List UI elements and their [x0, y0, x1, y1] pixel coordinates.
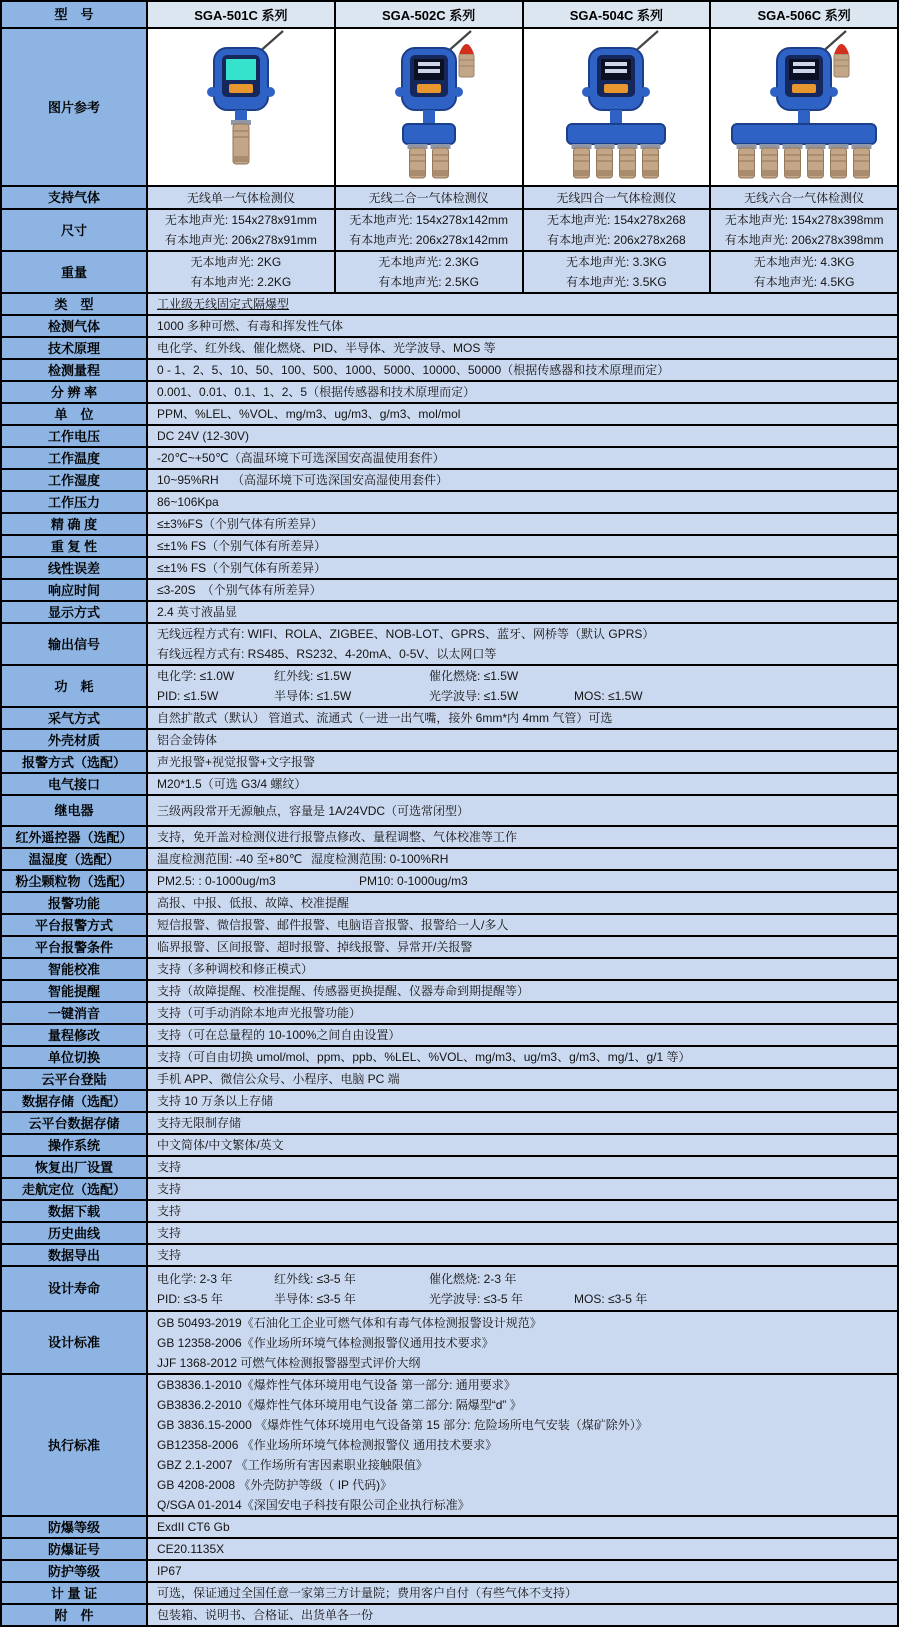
product-photo-cell-3 [709, 29, 897, 185]
model-header-text: SGA-502C 系列 [382, 8, 476, 23]
row-value-explosion-proof-grade [148, 1517, 897, 1537]
row-temp-humidity-option [2, 847, 897, 869]
row-label-display: 显示方式 [2, 602, 148, 622]
row-value-text: 三级两段常开无源触点，容量是 1A/24VDC（可选常闭型） [157, 803, 470, 818]
row-cloud-storage [2, 1111, 897, 1133]
row-label-pressure: 工作压力 [2, 492, 148, 512]
row-smart-calibration [2, 957, 897, 979]
row-label-relay: 继电器 [2, 796, 148, 825]
row-value-text: 0.001、0.01、0.1、1、2、5（根据传感器和技术原理而定） [157, 385, 476, 399]
gas-detector-6in1-with-beacon-icon [712, 30, 896, 185]
row-label-power-consumption: 功 耗 [2, 666, 148, 706]
product-photo-cell-2 [522, 29, 710, 185]
row-label-output-signal: 输出信号 [2, 624, 148, 664]
row-value-protection-grade [148, 1561, 897, 1581]
row-value-line: GB3836.2-2010《爆炸性气体环境用电气设备 第二部分: 隔爆型“d” 》 [157, 1398, 522, 1412]
row-value-text: ≤±1% FS（个别气体有所差异） [157, 539, 327, 553]
row-value-text: 短信报警、微信报警、邮件报警、电脑语音报警、报警给一人/多人 [157, 918, 509, 932]
product-cell-text: 无线单一气体检测仪 [186, 191, 295, 205]
row-value-text: 10~95%RH （高湿环境下可选深国安高湿使用套件） [157, 473, 449, 487]
row-label-platform-alarm-condition: 平台报警条件 [2, 937, 148, 957]
row-type [2, 292, 897, 314]
product-cell-text: 无线二合一气体检测仪 [368, 191, 489, 205]
row-value-cloud-storage [148, 1113, 897, 1133]
row-resolution [2, 380, 897, 402]
product-cell-lines [754, 252, 855, 292]
row-value-text: 工业级无线固定式隔爆型 [157, 297, 290, 311]
row-label-alarm-mode: 报警方式（选配） [2, 752, 148, 772]
product-cell-supported-gas-1 [334, 187, 522, 208]
row-value-text: 支持（可手动消除本地声光报警功能） [157, 1006, 362, 1020]
row-value-smart-calibration [148, 959, 897, 979]
row-value-detected-gas [148, 316, 897, 336]
product-cell-supported-gas-2 [522, 187, 710, 208]
product-cell-weight-0 [148, 252, 334, 292]
row-value-text: 中文简体/中文繁体/英文 [157, 1138, 284, 1152]
row-value-line: Q/SGA 01-2014《深国安电子科技有限公司企业执行标准》 [157, 1498, 470, 1512]
row-value-text: 支持 10 万条以上存储 [157, 1094, 274, 1108]
row-label-alarm-functions: 报警功能 [2, 893, 148, 913]
row-value-text: 0 - 1、2、5、10、50、100、500、1000、5000、10000、50000（根据传感器和技术原理而定） [157, 363, 670, 377]
product-cell-lines [378, 252, 479, 292]
row-label-factory-reset: 恢复出厂设置 [2, 1157, 148, 1177]
row-value-output-signal [148, 624, 897, 664]
row-power-consumption [2, 664, 897, 706]
row-label-range-modification: 量程修改 [2, 1025, 148, 1045]
row-value-text: 支持 [157, 1160, 182, 1174]
row-value-line: GB3836.1-2010《爆炸性气体环境用电气设备 第一部分: 通用要求》 [157, 1378, 516, 1392]
product-cell-line: 有本地声光: 206x278x142mm [349, 233, 508, 247]
row-value-range [148, 360, 897, 380]
row-value-line [157, 686, 897, 706]
row-value-linearity [148, 558, 897, 578]
row-value-relay [148, 796, 897, 825]
row-value-temperature [148, 448, 897, 468]
row-value-text: 包装箱、说明书、合格证、出货单各一份 [157, 1608, 374, 1622]
row-value-line: JJF 1368-2012 可燃气体检测报警器型式评价大纲 [157, 1355, 421, 1370]
row-label-accessories: 附 件 [2, 1605, 148, 1625]
row-value-display [148, 602, 897, 622]
row-label-photos: 图片参考 [2, 29, 148, 185]
row-value-platform-alarm-mode [148, 915, 897, 935]
row-label-explosion-proof-cert: 防爆证号 [2, 1539, 148, 1559]
row-linearity [2, 556, 897, 578]
row-label-unit-switch: 单位切换 [2, 1047, 148, 1067]
row-design-standard [2, 1310, 897, 1373]
model-header-text: SGA-506C 系列 [757, 8, 851, 23]
row-factory-reset [2, 1155, 897, 1177]
row-value-explosion-proof-cert [148, 1539, 897, 1559]
row-value-item: PM10: 0-1000ug/m3 [359, 874, 468, 888]
row-label-design-life: 设计寿命 [2, 1267, 148, 1310]
row-label-os: 操作系统 [2, 1135, 148, 1155]
row-label-sampling: 采气方式 [2, 708, 148, 728]
row-value-item: 光学波导: ≤3-5 年 [429, 1291, 523, 1306]
row-pressure [2, 490, 897, 512]
row-label-type: 类 型 [2, 294, 148, 314]
row-value-temp-humidity-option [148, 849, 897, 869]
row-data-export [2, 1243, 897, 1265]
row-label-history-curve: 历史曲线 [2, 1223, 148, 1243]
row-value-item: 红外线: ≤1.5W [274, 669, 352, 683]
product-photo-cell-0 [148, 29, 334, 185]
row-value-humidity [148, 470, 897, 490]
product-cell-dimensions-3 [709, 210, 897, 250]
row-platform-alarm-condition [2, 935, 897, 957]
row-value-text: 支持无限制存储 [157, 1116, 242, 1130]
row-value-text: M20*1.5（可选 G3/4 螺纹） [157, 777, 307, 791]
product-cell-text: 无线六合一气体检测仪 [744, 191, 865, 205]
row-label-data-download: 数据下载 [2, 1201, 148, 1221]
row-range [2, 358, 897, 380]
row-value-line: 无线远程方式有: WIFI、ROLA、ZIGBEE、NOB-LOT、GPRS、蓝牙、网桥等（默认 GPRS） [157, 627, 655, 641]
row-value-text: 高报、中报、低报、故障、校准提醒 [157, 896, 350, 910]
row-label-model: 型 号 [2, 2, 148, 27]
row-value-os [148, 1135, 897, 1155]
row-label-weight: 重量 [2, 252, 148, 292]
product-cell-lines [725, 210, 884, 250]
row-smart-reminder [2, 979, 897, 1001]
row-value-item: PID: ≤3-5 年 [157, 1291, 223, 1306]
row-value-text: 可选，保证通过全国任意一家第三方计量院；费用客户自付（有些气体不支持） [157, 1586, 578, 1600]
product-cell-line: 无本地声光: 2KG [190, 255, 282, 269]
product-cell-line: 有本地声光: 206x278x91mm [164, 233, 317, 247]
row-value-power-consumption [148, 666, 897, 706]
row-value-line [157, 1289, 897, 1309]
product-cell-line: 有本地声光: 206x278x268 [547, 233, 686, 247]
row-relay [2, 794, 897, 825]
row-value-text: 支持（可自由切换 umol/mol、ppm、ppb、%LEL、%VOL、mg/m3、ug/m3、g/m3、mg/1、g/1 等） [157, 1050, 691, 1064]
row-label-voltage: 工作电压 [2, 426, 148, 446]
row-cloud-login [2, 1067, 897, 1089]
row-value-sampling [148, 708, 897, 728]
row-unit [2, 402, 897, 424]
row-sampling [2, 706, 897, 728]
row-value-text: 支持（可在总量程的 10-100%之间自由设置） [157, 1028, 401, 1042]
product-cell-lines [349, 210, 508, 250]
row-label-linearity: 线性误差 [2, 558, 148, 578]
row-value-response-time [148, 580, 897, 600]
row-alarm-functions [2, 891, 897, 913]
product-cell-line: 无本地声光: 3.3KG [566, 255, 667, 269]
row-value-text: IP67 [157, 1564, 182, 1578]
row-supported-gas [2, 185, 897, 208]
row-label-data-export: 数据导出 [2, 1245, 148, 1265]
row-value-text: 声光报警+视觉报警+文字报警 [157, 755, 316, 769]
row-os [2, 1133, 897, 1155]
row-value-cloud-login [148, 1069, 897, 1089]
row-value-line [157, 871, 897, 891]
row-value-range-modification [148, 1025, 897, 1045]
row-value-text: PPM、%LEL、%VOL、mg/m3、ug/m3、g/m3、mol/mol [157, 407, 461, 421]
product-cell-line: 有本地声光: 2.5KG [378, 275, 479, 289]
gas-detector-4in1-manifold-icon [524, 30, 708, 185]
row-value-text: CE20.1135X [157, 1542, 225, 1556]
row-value-text: -20℃~+50℃（高温环境下可选深国安高温使用套件） [157, 451, 445, 465]
row-label-range: 检测量程 [2, 360, 148, 380]
model-header-1 [334, 2, 522, 27]
row-label-dimensions: 尺寸 [2, 210, 148, 250]
row-label-temp-humidity-option: 温湿度（选配） [2, 849, 148, 869]
product-cell-line: 有本地声光: 206x278x398mm [724, 233, 884, 247]
row-value-data-storage [148, 1091, 897, 1111]
row-value-item: MOS: ≤3-5 年 [574, 1291, 648, 1306]
row-value-text: ≤±1% FS（个别气体有所差异） [157, 561, 327, 575]
row-value-text: ExdII CT6 Gb [157, 1520, 230, 1534]
row-value-principle [148, 338, 897, 358]
row-label-protection-grade: 防护等级 [2, 1561, 148, 1581]
row-value-item: 红外线: ≤3-5 年 [274, 1271, 356, 1286]
row-label-one-key-mute: 一键消音 [2, 1003, 148, 1023]
product-cell-weight-2 [522, 252, 710, 292]
row-label-principle: 技术原理 [2, 338, 148, 358]
row-value-execution-standard [148, 1375, 897, 1515]
row-humidity [2, 468, 897, 490]
row-value-text: DC 24V (12-30V) [157, 429, 250, 443]
row-label-temperature: 工作温度 [2, 448, 148, 468]
row-value-repeatability [148, 536, 897, 556]
row-value-text: 自然扩散式（默认） 管道式、流通式（一进一出气嘴，接外 6mm*内 4mm 气管）可选 [157, 711, 613, 725]
row-value-metering-cert [148, 1583, 897, 1603]
product-cell-lines [566, 252, 667, 292]
row-data-storage [2, 1089, 897, 1111]
row-value-item: 催化燃烧: 2-3 年 [429, 1271, 517, 1286]
row-value-item: PM2.5: : 0-1000ug/m3 [157, 874, 276, 888]
row-value-item: 光学波导: ≤1.5W [429, 689, 519, 703]
row-nav-positioning [2, 1177, 897, 1199]
row-value-line: GB 3836.15-2000 《爆炸性气体环境用电气设备第 15 部分: 危险场所电气安装（煤矿除外）》 [157, 1418, 648, 1432]
product-cell-supported-gas-3 [709, 187, 897, 208]
row-value-text: 支持 [157, 1204, 182, 1218]
row-value-data-export [148, 1245, 897, 1265]
row-label-design-standard: 设计标准 [2, 1312, 148, 1373]
row-dust-option [2, 869, 897, 891]
row-label-execution-standard: 执行标准 [2, 1375, 148, 1515]
product-cell-line: 无本地声光: 154x278x398mm [724, 213, 884, 227]
product-cell-line: 有本地声光: 3.5KG [566, 275, 667, 289]
product-cell-lines [191, 252, 292, 292]
row-data-download [2, 1199, 897, 1221]
row-value-unit-switch [148, 1047, 897, 1067]
row-value-type [148, 294, 897, 314]
row-value-line: GB 12358-2006《作业场所环境气体检测报警仪通用技术要求》 [157, 1335, 494, 1350]
product-cell-weight-1 [334, 252, 522, 292]
row-value-text: 支持 [157, 1182, 182, 1196]
row-execution-standard [2, 1373, 897, 1515]
row-detected-gas [2, 314, 897, 336]
row-value-item: 温度检测范围: -40 至+80℃ [157, 852, 303, 866]
product-cell-lines [165, 210, 317, 250]
row-response-time [2, 578, 897, 600]
row-label-housing: 外壳材质 [2, 730, 148, 750]
row-label-unit: 单 位 [2, 404, 148, 424]
row-value-text: 支持（故障提醒、校准提醒、传感器更换提醒、仪器寿命到期提醒等） [157, 984, 530, 998]
row-repeatability [2, 534, 897, 556]
row-label-explosion-proof-grade: 防爆等级 [2, 1517, 148, 1537]
row-value-text: 临界报警、区间报警、超时报警、掉线报警、异常开/关报警 [157, 940, 473, 954]
product-cell-line: 有本地声光: 4.5KG [753, 275, 855, 289]
row-value-unit [148, 404, 897, 424]
row-label-platform-alarm-mode: 平台报警方式 [2, 915, 148, 935]
row-label-dust-option: 粉尘颗粒物（选配） [2, 871, 148, 891]
row-label-cloud-login: 云平台登陆 [2, 1069, 148, 1089]
row-photos [2, 27, 897, 185]
row-display [2, 600, 897, 622]
row-weight [2, 250, 897, 292]
row-value-data-download [148, 1201, 897, 1221]
row-value-text: 支持 [157, 1226, 182, 1240]
row-label-metering-cert: 计 量 证 [2, 1583, 148, 1603]
model-header-text: SGA-504C 系列 [569, 8, 663, 23]
model-header-text: SGA-501C 系列 [194, 8, 288, 23]
row-principle [2, 336, 897, 358]
row-value-text: 支持 [157, 1248, 182, 1262]
row-label-data-storage: 数据存储（选配） [2, 1091, 148, 1111]
row-protection-grade [2, 1559, 897, 1581]
row-voltage [2, 424, 897, 446]
row-value-platform-alarm-condition [148, 937, 897, 957]
row-label-nav-positioning: 走航定位（选配） [2, 1179, 148, 1199]
row-value-line: GBZ 2.1-2007 《工作场所有害因素职业接触限值》 [157, 1458, 428, 1472]
row-explosion-proof-grade [2, 1515, 897, 1537]
row-value-item: PID: ≤1.5W [157, 689, 219, 703]
row-value-dust-option [148, 871, 897, 891]
row-value-text: 2.4 英寸液晶显 [157, 605, 238, 619]
row-value-electrical-interface [148, 774, 897, 794]
row-value-alarm-mode [148, 752, 897, 772]
row-explosion-proof-cert [2, 1537, 897, 1559]
row-value-line: GB 50493-2019《石油化工企业可燃气体和有毒气体检测报警设计规范》 [157, 1315, 542, 1330]
row-history-curve [2, 1221, 897, 1243]
row-alarm-mode [2, 750, 897, 772]
row-value-one-key-mute [148, 1003, 897, 1023]
row-value-text: 电化学、红外线、催化燃烧、PID、半导体、光学波导、MOS 等 [157, 341, 496, 355]
row-value-accuracy [148, 514, 897, 534]
row-value-alarm-functions [148, 893, 897, 913]
row-value-item: 半导体: ≤1.5W [274, 689, 352, 703]
row-label-resolution: 分 辨 率 [2, 382, 148, 402]
row-temperature [2, 446, 897, 468]
row-value-text: 支持（多种调校和修正模式） [157, 962, 314, 976]
row-accessories [2, 1603, 897, 1625]
product-cell-line: 无本地声光: 2.3KG [378, 255, 479, 269]
product-cell-line: 无本地声光: 154x278x268 [547, 213, 686, 227]
row-label-response-time: 响应时间 [2, 580, 148, 600]
row-value-voltage [148, 426, 897, 446]
row-model [2, 2, 897, 27]
product-cell-weight-3 [709, 252, 897, 292]
row-value-factory-reset [148, 1157, 897, 1177]
row-value-text: 1000 多种可燃、有毒和挥发性气体 [157, 319, 344, 333]
row-unit-switch [2, 1045, 897, 1067]
row-label-electrical-interface: 电气接口 [2, 774, 148, 794]
row-value-history-curve [148, 1223, 897, 1243]
row-design-life [2, 1265, 897, 1310]
row-value-line [157, 666, 897, 686]
row-output-signal [2, 622, 897, 664]
row-value-line: 有线远程方式有: RS485、RS232、4-20mA、0-5V、以太网口等 [157, 647, 497, 661]
row-value-design-standard [148, 1312, 897, 1373]
model-header-3 [709, 2, 897, 27]
row-value-line: GB12358-2006 《作业场所环境气体检测报警仪 通用技术要求》 [157, 1438, 498, 1452]
row-label-cloud-storage: 云平台数据存储 [2, 1113, 148, 1133]
product-photo-cell-1 [334, 29, 522, 185]
row-platform-alarm-mode [2, 913, 897, 935]
row-value-text: 手机 APP、微信公众号、小程序、电脑 PC 端 [157, 1072, 400, 1086]
row-value-item: 湿度检测范围: 0-100%RH [311, 852, 449, 866]
row-label-smart-calibration: 智能校准 [2, 959, 148, 979]
row-value-pressure [148, 492, 897, 512]
row-label-accuracy: 精 确 度 [2, 514, 148, 534]
row-dimensions [2, 208, 897, 250]
row-value-line: GB 4208-2008 《外壳防护等级（ IP 代码)》 [157, 1478, 393, 1492]
row-value-line [157, 1269, 897, 1289]
row-value-item: MOS: ≤1.5W [574, 689, 643, 703]
row-housing [2, 728, 897, 750]
gas-detector-2in1-with-beacon-icon [337, 30, 521, 185]
row-label-smart-reminder: 智能提醒 [2, 981, 148, 1001]
product-cell-dimensions-1 [334, 210, 522, 250]
product-cell-line: 无本地声光: 154x278x91mm [164, 213, 317, 227]
row-accuracy [2, 512, 897, 534]
row-label-detected-gas: 检测气体 [2, 316, 148, 336]
row-value-text: ≤±3%FS（个别气体有所差异） [157, 517, 323, 531]
row-value-item: 电化学: 2-3 年 [157, 1271, 233, 1286]
model-header-2 [522, 2, 710, 27]
row-value-text: 铝合金铸体 [157, 733, 218, 747]
row-ir-remote [2, 825, 897, 847]
product-cell-supported-gas-0 [148, 187, 334, 208]
row-label-repeatability: 重 复 性 [2, 536, 148, 556]
row-range-modification [2, 1023, 897, 1045]
row-value-item: 半导体: ≤3-5 年 [274, 1291, 356, 1306]
row-value-item: 电化学: ≤1.0W [157, 669, 235, 683]
row-value-line [157, 849, 897, 869]
gas-detector-single-sensor-icon [149, 30, 333, 185]
row-electrical-interface [2, 772, 897, 794]
row-value-design-life [148, 1267, 897, 1310]
row-value-nav-positioning [148, 1179, 897, 1199]
product-cell-line: 有本地声光: 2.2KG [190, 275, 292, 289]
product-cell-lines [547, 210, 686, 250]
row-value-accessories [148, 1605, 897, 1625]
row-value-text: 86~106Kpa [157, 495, 219, 509]
row-label-ir-remote: 红外遥控器（选配） [2, 827, 148, 847]
model-header-0 [148, 2, 334, 27]
product-cell-dimensions-0 [148, 210, 334, 250]
row-metering-cert [2, 1581, 897, 1603]
row-one-key-mute [2, 1001, 897, 1023]
product-cell-line: 无本地声光: 4.3KG [753, 255, 855, 269]
product-cell-line: 无本地声光: 154x278x142mm [349, 213, 508, 227]
row-value-item: 催化燃烧: ≤1.5W [429, 669, 519, 683]
row-value-text: 支持，免开盖对检测仪进行报警点修改、量程调整、气体校准等工作 [157, 830, 518, 844]
row-label-supported-gas: 支持气体 [2, 187, 148, 208]
row-value-ir-remote [148, 827, 897, 847]
product-cell-text: 无线四合一气体检测仪 [556, 191, 677, 205]
row-value-resolution [148, 382, 897, 402]
row-value-smart-reminder [148, 981, 897, 1001]
row-value-housing [148, 730, 897, 750]
row-value-text: ≤3-20S （个别气体有所差异） [157, 583, 322, 597]
row-label-humidity: 工作湿度 [2, 470, 148, 490]
product-cell-dimensions-2 [522, 210, 710, 250]
